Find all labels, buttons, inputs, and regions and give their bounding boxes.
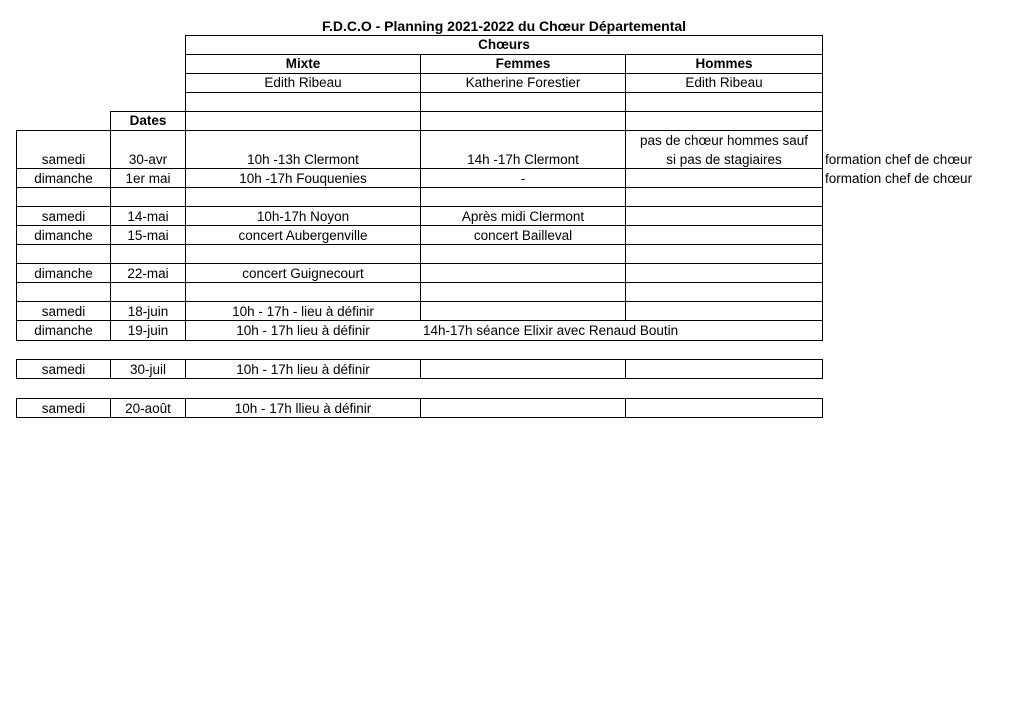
header-mixte: Mixte bbox=[285, 56, 321, 71]
gridline bbox=[420, 398, 421, 418]
row-day: dimanche bbox=[34, 171, 93, 186]
row-mixte: 10h - 17h lieu à définir bbox=[236, 362, 370, 377]
row-date: 30-juil bbox=[129, 362, 167, 377]
chef-femmes: Katherine Forestier bbox=[465, 75, 581, 90]
row-mixte: 10h -17h Fouquenies bbox=[239, 171, 367, 186]
row-mixte: concert Guignecourt bbox=[242, 266, 364, 281]
gridline bbox=[822, 35, 823, 131]
row-mixte: 10h-17h Noyon bbox=[256, 209, 350, 224]
gridline bbox=[16, 378, 822, 379]
gridline bbox=[16, 417, 822, 418]
row-day: samedi bbox=[41, 152, 86, 167]
row-hommes-line2: si pas de stagiaires bbox=[666, 152, 782, 167]
chef-hommes: Edith Ribeau bbox=[685, 75, 763, 90]
gridline bbox=[16, 398, 822, 399]
row-date: 19-juin bbox=[127, 323, 169, 338]
row-day: samedi bbox=[41, 362, 86, 377]
header-hommes: Hommes bbox=[695, 56, 753, 71]
row-day: dimanche bbox=[34, 228, 93, 243]
header-femmes: Femmes bbox=[495, 56, 551, 71]
gridline bbox=[16, 187, 822, 188]
row-femmes: - bbox=[520, 171, 526, 186]
row-date: 18-juin bbox=[127, 304, 169, 319]
row-date: 30-avr bbox=[128, 152, 168, 167]
row-day: dimanche bbox=[34, 323, 93, 338]
row-date: 1er mai bbox=[125, 171, 171, 186]
row-mixte: 10h - 17h lieu à définir bbox=[236, 323, 370, 338]
gridline bbox=[185, 92, 822, 93]
gridline bbox=[16, 359, 822, 360]
gridline bbox=[625, 398, 626, 418]
gridline bbox=[420, 359, 421, 379]
gridline bbox=[16, 320, 822, 321]
row-mixte: concert Aubergenville bbox=[238, 228, 368, 243]
row-day: samedi bbox=[41, 401, 86, 416]
row-note: formation chef de chœur bbox=[825, 171, 973, 186]
chef-mixte: Edith Ribeau bbox=[264, 75, 342, 90]
gridline bbox=[16, 244, 822, 245]
gridline bbox=[16, 282, 822, 283]
gridline bbox=[110, 111, 822, 112]
gridline bbox=[16, 168, 822, 169]
header-choeurs: Chœurs bbox=[478, 37, 530, 52]
row-femmes: concert Bailleval bbox=[473, 228, 573, 243]
gridline bbox=[822, 359, 823, 379]
gridline bbox=[625, 359, 626, 379]
row-date: 20-août bbox=[125, 401, 171, 416]
row-femmes: Après midi Clermont bbox=[461, 209, 585, 224]
gridline bbox=[822, 130, 823, 341]
row-note: formation chef de chœur bbox=[825, 152, 973, 167]
row-hommes-line1: pas de chœur hommes sauf bbox=[639, 133, 809, 148]
row-femmes: 14h -17h Clermont bbox=[467, 152, 579, 167]
gridline bbox=[16, 206, 822, 207]
page-title: F.D.C.O - Planning 2021-2022 du Chœur Départemental bbox=[321, 18, 687, 34]
row-femmes: 14h-17h séance Elixir avec Renaud Boutin bbox=[423, 323, 679, 338]
gridline bbox=[16, 340, 822, 341]
row-mixte: 10h - 17h llieu à définir bbox=[234, 401, 372, 416]
row-date: 15-mai bbox=[127, 228, 169, 243]
gridline bbox=[16, 301, 822, 302]
gridline bbox=[16, 130, 822, 131]
gridline bbox=[16, 225, 822, 226]
row-mixte: 10h -13h Clermont bbox=[247, 152, 359, 167]
row-mixte: 10h - 17h - lieu à définir bbox=[232, 304, 374, 319]
gridline bbox=[822, 398, 823, 418]
row-date: 14-mai bbox=[127, 209, 169, 224]
header-dates: Dates bbox=[129, 113, 167, 128]
row-day: samedi bbox=[41, 209, 86, 224]
row-day: samedi bbox=[41, 304, 86, 319]
row-day: dimanche bbox=[34, 266, 93, 281]
gridline bbox=[16, 263, 822, 264]
row-date: 22-mai bbox=[127, 266, 169, 281]
